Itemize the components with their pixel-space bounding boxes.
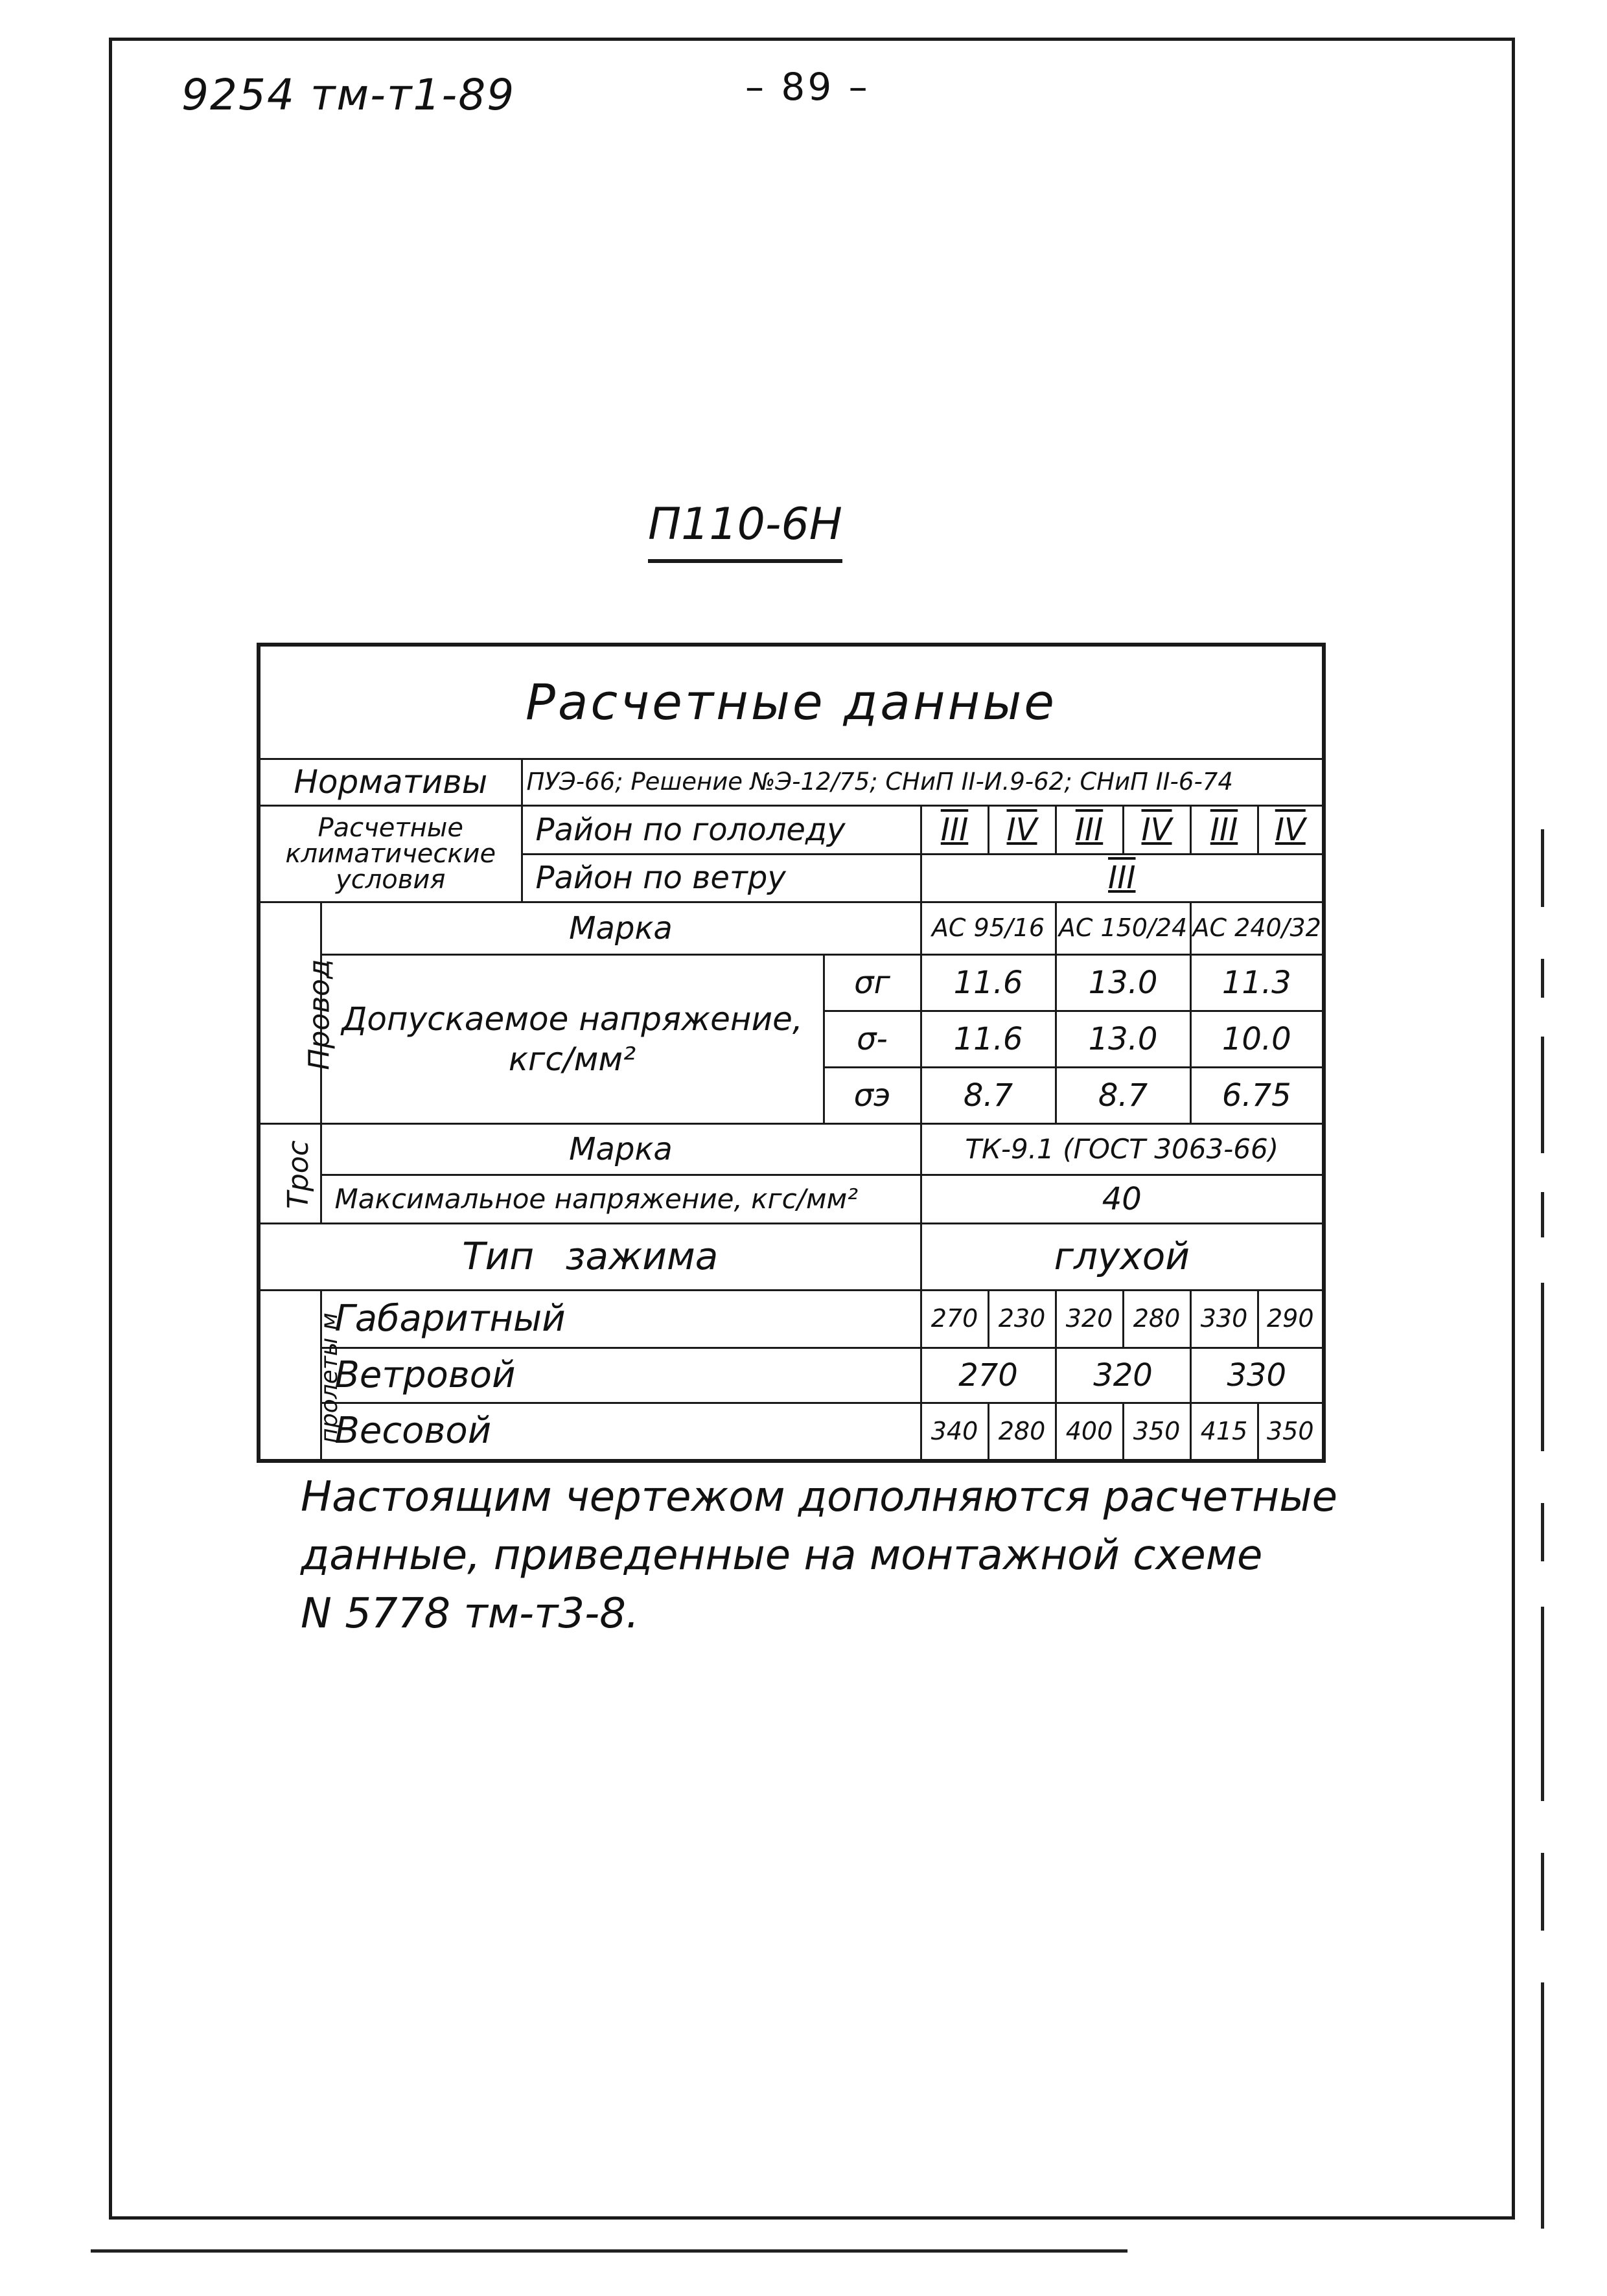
max-stress-value: 40: [921, 1175, 1324, 1224]
wire-brand-row: [259, 902, 1324, 955]
calculation-data-table: [257, 643, 1326, 1463]
wind-region-value: III: [921, 854, 1324, 902]
table-title: Расчетные данные: [259, 645, 1324, 759]
span-value: 230: [988, 1291, 1056, 1348]
norms-row: [259, 759, 1324, 806]
span-value: 320: [1056, 1291, 1123, 1348]
span-row: [259, 1291, 1324, 1348]
stress-symbol: σг: [824, 955, 921, 1011]
span-row: [259, 1403, 1324, 1461]
ice-region-cell: IV: [1258, 806, 1324, 855]
stress-symbol: σэ: [824, 1068, 921, 1124]
stress-value: 10.0: [1190, 1011, 1324, 1068]
scan-edge-line: [1541, 829, 1545, 2255]
max-stress-label: Максимальное напряжение, кгс/мм²: [321, 1175, 921, 1224]
cable-brand-label: Марка: [321, 1124, 921, 1175]
stress-value: 13.0: [1056, 1011, 1190, 1068]
cable-group-label: Трос: [281, 1140, 315, 1210]
norms-value: ПУЭ-66; Решение №Э-12/75; СНиП II-И.9-62; СНиП II-6-74: [522, 759, 1324, 806]
span-value: 290: [1258, 1291, 1324, 1348]
bottom-rule: [91, 2249, 1127, 2253]
ice-region-cell: III: [1056, 806, 1123, 855]
stress-value: 11.6: [921, 1011, 1056, 1068]
cable-brand-value: ТК-9.1 (ГОСТ 3063-66): [921, 1124, 1324, 1175]
stress-value: 8.7: [1056, 1068, 1190, 1124]
ice-region-cell: III: [1190, 806, 1258, 855]
wire-group-cell: [259, 902, 336, 1124]
span-value: 350: [1123, 1403, 1190, 1461]
norms-label: Нормативы: [259, 759, 522, 806]
note-block: [301, 1468, 1402, 1643]
note-line: N 5778 тм-т3-8.: [301, 1590, 640, 1638]
wire-group-label: Провод: [303, 959, 336, 1070]
cable-group-cell: [259, 1124, 321, 1223]
span-label: Габаритный: [321, 1291, 921, 1348]
stress-value: 11.6: [921, 955, 1056, 1011]
climatic-conditions-label: Расчетные климатические условия: [259, 806, 522, 902]
span-value: 340: [921, 1403, 988, 1461]
ice-region-cell: IV: [988, 806, 1056, 855]
span-value: 270: [921, 1291, 988, 1348]
span-value: 400: [1056, 1403, 1123, 1461]
span-row: [259, 1348, 1324, 1403]
span-value: 270: [921, 1348, 1056, 1403]
drawing-title: П110-6Н: [648, 499, 842, 563]
stress-value: 13.0: [1056, 955, 1190, 1011]
wire-brand-label: Марка: [321, 902, 921, 955]
note-line: данные, приведенные на монтажной схеме: [301, 1532, 1263, 1579]
stress-value: 8.7: [921, 1068, 1056, 1124]
span-value: 350: [1258, 1403, 1324, 1461]
max-stress-row: [259, 1175, 1324, 1224]
stress-value: 6.75: [1190, 1068, 1324, 1124]
stress-row: [259, 955, 1324, 1011]
spans-group-label: пролеты м: [316, 1313, 343, 1444]
span-value: 280: [1123, 1291, 1190, 1348]
table-title-row: [259, 645, 1324, 759]
document-code: 9254 тм-т1-89: [181, 70, 516, 120]
note-line: Настоящим чертежом дополняются расчетные: [301, 1473, 1337, 1521]
span-label: Ветровой: [321, 1348, 921, 1403]
span-value: 415: [1190, 1403, 1258, 1461]
stress-value: 11.3: [1190, 955, 1324, 1011]
cable-brand-row: [259, 1124, 1324, 1175]
clamp-type-row: [259, 1223, 1324, 1291]
wire-brand-cell: АС 240/32: [1190, 902, 1324, 955]
page-number: – 89 –: [745, 65, 870, 109]
ice-region-row: [259, 806, 1324, 855]
span-value: 330: [1190, 1291, 1258, 1348]
span-value: 330: [1190, 1348, 1324, 1403]
wire-brand-cell: АС 95/16: [921, 902, 1056, 955]
ice-region-label: Район по гололеду: [522, 806, 921, 855]
ice-region-cell: IV: [1123, 806, 1190, 855]
wire-brand-cell: АС 150/24: [1056, 902, 1190, 955]
span-value: 280: [988, 1403, 1056, 1461]
span-value: 320: [1056, 1348, 1190, 1403]
stress-symbol: σ-: [824, 1011, 921, 1068]
clamp-type-label: Тип зажима: [259, 1223, 921, 1291]
wind-region-label: Район по ветру: [522, 854, 921, 902]
span-label: Весовой: [321, 1403, 921, 1461]
clamp-type-value: глухой: [921, 1223, 1324, 1291]
allowable-stress-label: Допускаемое напряжение, кгс/мм²: [321, 955, 824, 1124]
spans-group-cell: [259, 1291, 343, 1461]
ice-region-cell: III: [921, 806, 988, 855]
